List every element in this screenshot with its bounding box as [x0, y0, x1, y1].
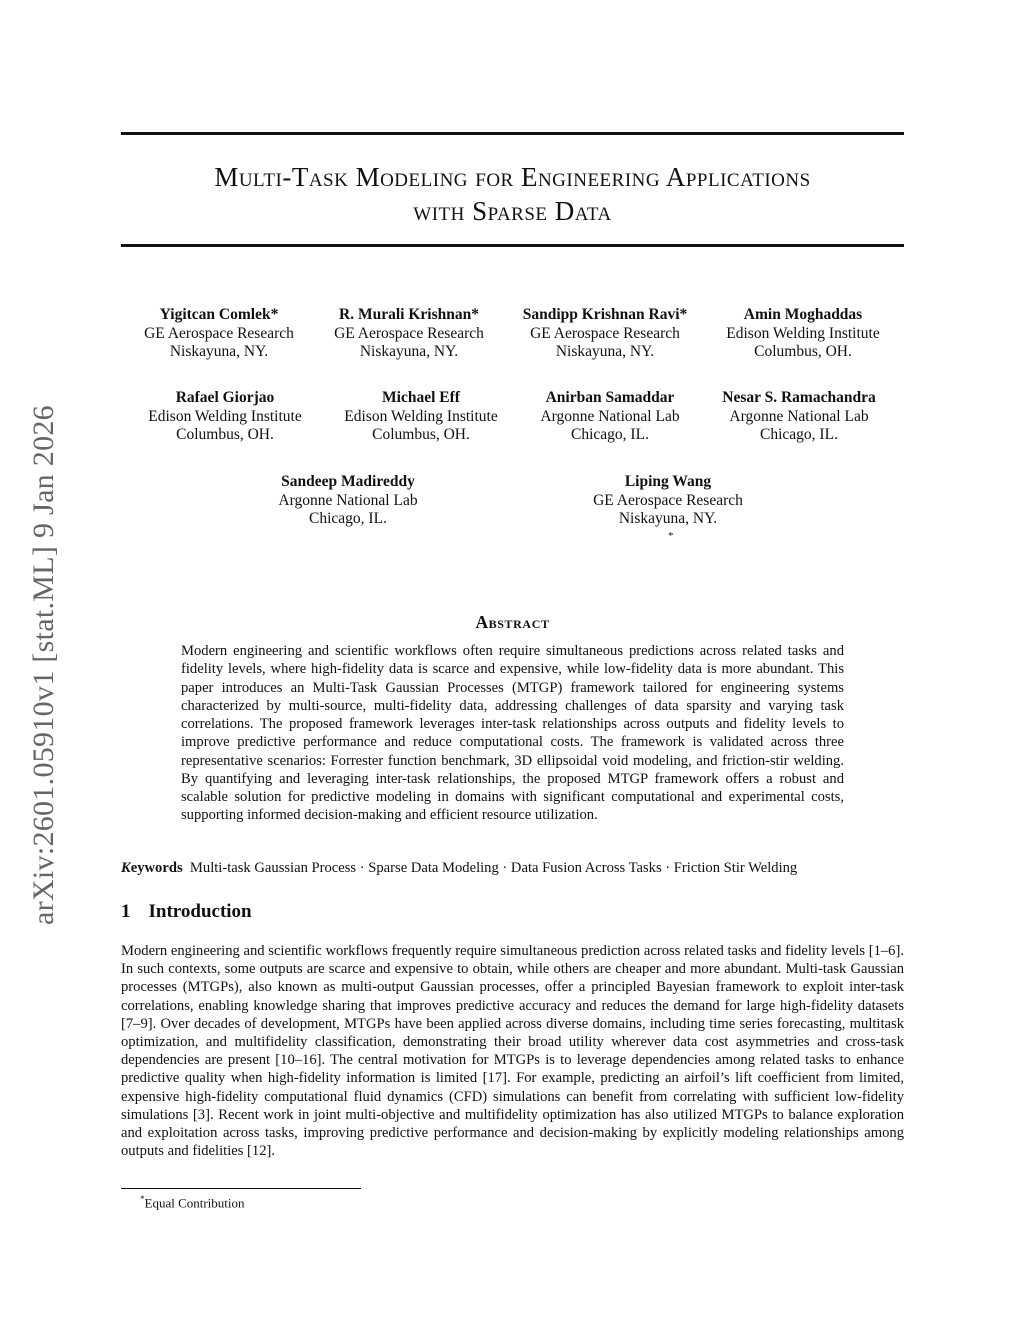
footnote: [140, 1191, 245, 1211]
author-location: Niskayuna, NY.: [618, 510, 718, 527]
author-location: Columbus, OH.: [754, 343, 852, 360]
keywords-label-rest: eywords: [130, 860, 183, 876]
author-location: Chicago, IL.: [571, 426, 649, 443]
author-block: [125, 389, 325, 445]
author-affiliation: Edison Welding Institute: [726, 324, 880, 342]
introduction-paragraph: Modern engineering and scientific workflows frequently require simultaneous prediction across related tasks and fidelity levels [1–6]. In such contexts, some outputs are scarce and expensive to obtain, while others are cheaper and more abundant. Multi-task Gaussian processes (MTGPs), also known as multi-output Gaussian processes, offer a principled Bayesian framework to exploit inter-task correlations, enabling knowledge sharing that improves predictive accuracy and reduces the demand for large high-fidelity datasets [7–9]. Over decades of development, MTGPs have been applied across diverse domains, including time series forecasting, multitask optimization, and multifidelity classification, demonstrating their broad utility wherever data cost asymmetries and cross-task dependencies are present [10–16]. The central motivation for MTGPs is to leverage dependencies among related tasks to enhance predictive quality when high-fidelity information is limited [17]. For example, predicting an airfoil’s lift coefficient from limited, expensive high-fidelity computational fluid dynamics (CFD) simulations can benefit from correlating with sufficient low-fidelity simulations [3]. Recent work in joint multi-objective and multifidelity optimization has also utilized MTGPs to balance exploration and exploitation across tasks, improving predictive performance and decision-making by explicitly modeling relationships among outputs and fidelities [12].: [121, 943, 904, 1160]
author-block: [321, 389, 521, 445]
author-name: Amin Moghaddas: [743, 306, 863, 323]
author-location: Columbus, OH.: [372, 426, 470, 443]
author-location: Niskayuna, NY.: [169, 343, 269, 360]
author-name: R. Murali Krishnan*: [339, 306, 479, 323]
author-name: Liping Wang: [624, 473, 712, 490]
author-name: Michael Eff: [382, 389, 460, 406]
abstract-heading: Abstract: [475, 612, 550, 632]
author-location: Niskayuna, NY.: [555, 343, 655, 360]
author-name: Nesar S. Ramachandra: [722, 389, 876, 406]
author-affiliation: GE Aerospace Research: [144, 324, 294, 342]
paper-title-line-1: Multi-Task Modeling for Engineering Applications: [214, 162, 811, 192]
title-rule-bottom: [121, 244, 904, 247]
keywords-label: [121, 860, 183, 876]
author-affiliation: Argonne National Lab: [540, 407, 680, 425]
author-block: [309, 306, 509, 362]
keywords-line: [121, 859, 911, 878]
section-title: Introduction: [148, 901, 252, 922]
author-name: Rafael Giorjao: [175, 389, 275, 406]
author-affiliation: GE Aerospace Research: [334, 324, 484, 342]
author-affiliation: Argonne National Lab: [278, 491, 418, 509]
author-affiliation: Edison Welding Institute: [344, 407, 498, 425]
author-block: [505, 306, 705, 362]
author-name: Yigitcan Comlek*: [159, 306, 279, 323]
arxiv-stamp: arXiv:2601.05910v1 [stat.ML] 9 Jan 2026: [27, 405, 60, 925]
author-affiliation: Argonne National Lab: [729, 407, 869, 425]
author-location: Chicago, IL.: [760, 426, 838, 443]
author-block: [510, 389, 710, 445]
author-location: Niskayuna, NY.: [359, 343, 459, 360]
author-block: [703, 306, 903, 362]
section-heading-introduction: [121, 901, 252, 923]
author-name: Sandipp Krishnan Ravi*: [522, 306, 688, 323]
author-block: [119, 306, 319, 362]
author-affiliation: GE Aerospace Research: [530, 324, 680, 342]
author-name: Sandeep Madireddy: [281, 473, 415, 490]
author-location: Chicago, IL.: [309, 510, 387, 527]
author-name: Anirban Samaddar: [545, 389, 675, 406]
keywords-label-initial: K: [121, 860, 131, 876]
footnote-text: Equal Contribution: [144, 1195, 245, 1211]
author-location: Columbus, OH.: [176, 426, 274, 443]
footnote-mark: *: [140, 1194, 145, 1204]
author-affiliation: GE Aerospace Research: [593, 491, 743, 509]
footnote-rule: [121, 1188, 361, 1189]
keywords-text: Multi-task Gaussian Process · Sparse Data Modeling · Data Fusion Across Tasks · Friction Stir Welding: [189, 860, 798, 876]
author-block: [248, 473, 448, 529]
title-rule-top: [121, 132, 904, 135]
section-number: 1: [121, 901, 131, 922]
author-affiliation: Edison Welding Institute: [148, 407, 302, 425]
author-block: [568, 473, 768, 529]
author-block: [699, 389, 899, 445]
paper-title-line-2: with Sparse Data: [413, 196, 612, 226]
author-footnote-mark: *: [668, 530, 674, 542]
abstract-body: Modern engineering and scientific workflows often require simultaneous predictions across related tasks and fidelity levels, where high-fidelity data is scarce and expensive, while low-fidelity data is more abundant. This paper introduces an Multi-Task Gaussian Processes (MTGP) framework tailored for engineering systems characterized by multi-source, multi-fidelity data, addressing challenges of data sparsity and varying task correlations. The proposed framework leverages inter-task relationships across outputs and fidelity levels to improve predictive performance and reduce computational costs. The framework is validated across three representative scenarios: Forrester function benchmark, 3D ellipsoidal void modeling, and friction-stir welding. By quantifying and leveraging inter-task relationships, the proposed MTGP framework offers a robust and scalable solution for predictive modeling in domains with significant computational and experimental costs, supporting informed decision-making and efficient resource utilization.: [181, 643, 844, 824]
